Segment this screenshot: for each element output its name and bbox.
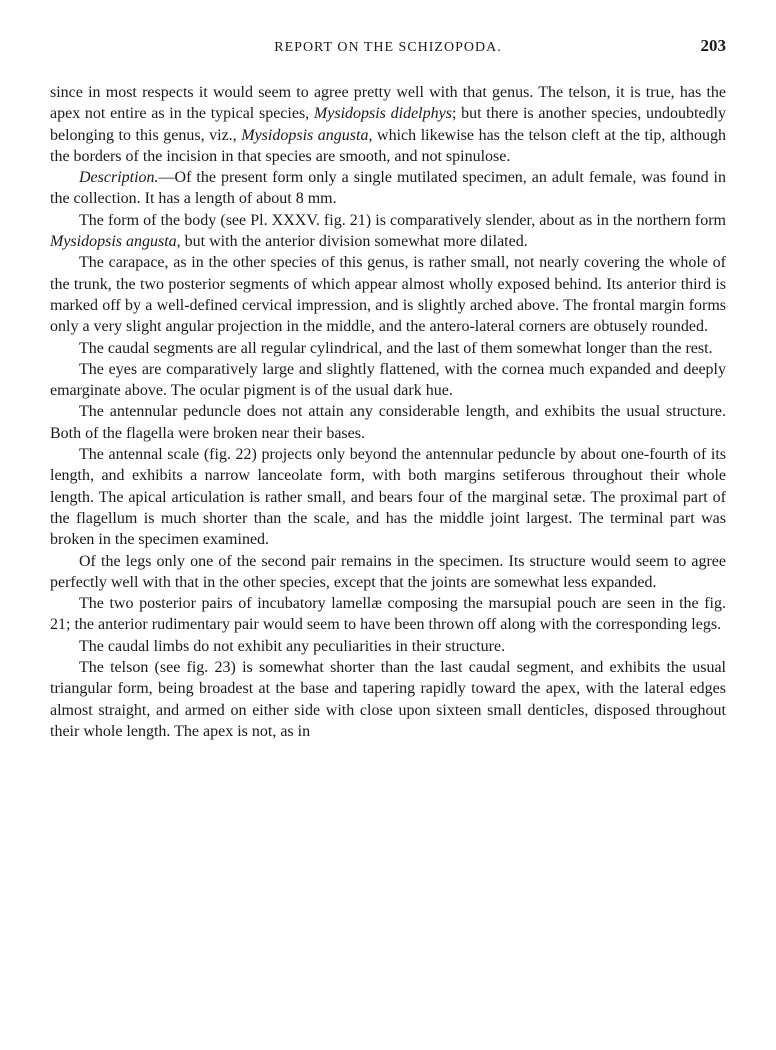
body-text (50, 82, 726, 742)
paragraph: The two posterior pairs of incubatory lamellæ composing the marsupial pouch are seen in the fig. 21; the anterior rudimentary pair would seem to have been thrown off along with the corresponding legs. (50, 595, 726, 634)
page-number: 203 (700, 36, 726, 55)
paragraph: since in most respects it would seem to agree pretty well with that genus. The telson, it is true, has the apex not entire as in the typical species, Mysidopsis didelphys; but there is another species, undoubtedly belonging to this genus, viz., Mysidopsis angusta, which likewise has the telson cleft at the tip, although the borders of the incision in that species are smooth, and not spinulose. (50, 84, 726, 165)
paragraph: The caudal limbs do not exhibit any peculiarities in their structure. (79, 637, 506, 655)
paragraph: The antennal scale (fig. 22) projects only beyond the antennular peduncle by about one-fourth of its length, and exhibits a narrow lanceolate form, with both margins setiferous throughout their whole length. The apical articulation is rather small, and bears four of the marginal setæ. The proximal part of the flagellum is much shorter than the scale, and has the middle joint largest. The terminal part was broken in the specimen examined. (50, 446, 726, 549)
paragraph: The caudal segments are all regular cylindrical, and the last of them somewhat longer than the rest. (79, 339, 713, 357)
paragraph: The telson (see fig. 23) is somewhat shorter than the last caudal segment, and exhibits the usual triangular form, being broadest at the base and tapering rapidly toward the apex, with the lateral edges almost straight, and armed on either side with close upon sixteen small denticles, disposed throughout their whole length. The apex is not, as in (50, 659, 726, 740)
paragraph: Of the legs only one of the second pair remains in the specimen. Its structure would seem to agree perfectly well with that in the other species, except that the joints are somewhat less expanded. (50, 552, 726, 591)
paragraph: The carapace, as in the other species of this genus, is rather small, not nearly covering the whole of the trunk, the two posterior segments of which appear almost wholly exposed behind. Its anterior third is marked off by a well-defined cervical impression, and is slightly arched above. The frontal margin forms only a very slight angular projection in the middle, and the antero-lateral corners are obtusely rounded. (50, 254, 726, 336)
paragraph: The form of the body (see Pl. XXXV. fig. 21) is comparatively slender, about as in the northern form Mysidopsis angusta, but with the anterior division somewhat more dilated. (50, 211, 726, 251)
running-title: REPORT ON THE SCHIZOPODA. (274, 40, 502, 55)
paragraph: The antennular peduncle does not attain any considerable length, and exhibits the usual structure. Both of the flagella were broken near their bases. (50, 403, 726, 442)
paragraph: The eyes are comparatively large and slightly flattened, with the cornea much expanded and deeply emarginate above. The ocular pigment is of the usual dark hue. (50, 360, 726, 400)
section-label: Description. (79, 169, 159, 187)
paragraph: Description.—Of the present form only a single mutilated specimen, an adult female, was found in the collection. It has a length of about 8 mm. (50, 169, 726, 208)
